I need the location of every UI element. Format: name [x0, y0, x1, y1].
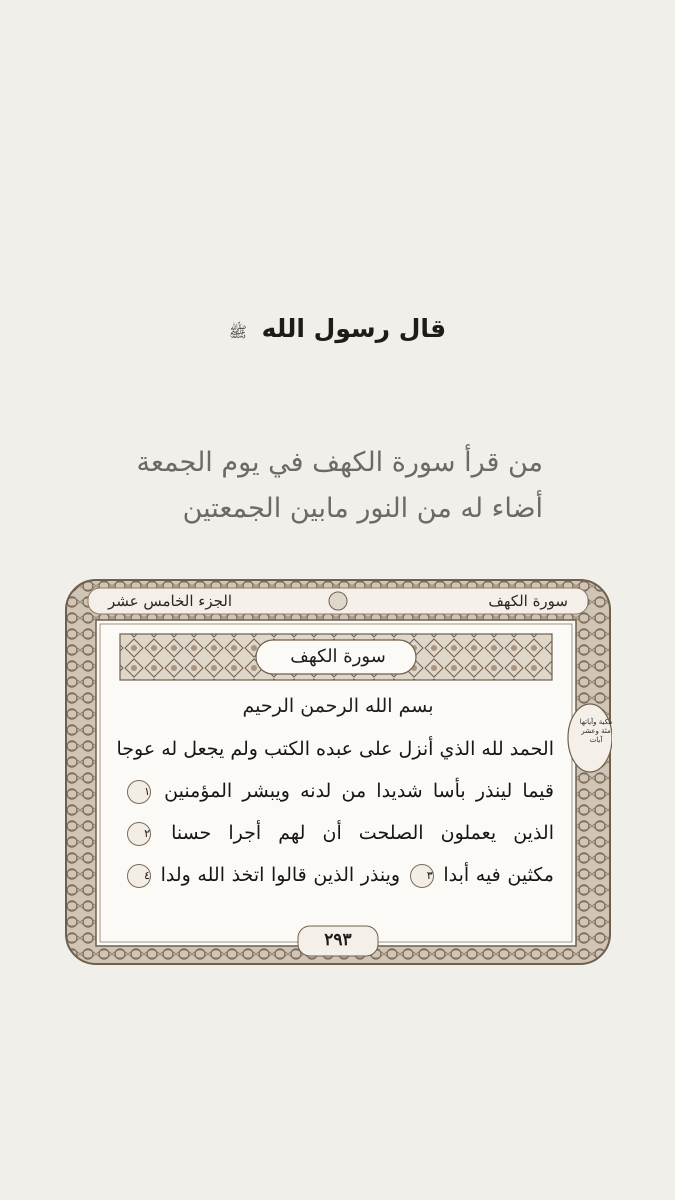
- verse-block: [116, 728, 554, 896]
- ayah-number-marker: ٣: [410, 864, 434, 888]
- hadith-line-1: من قرأ سورة الكهف في يوم الجمعة: [136, 447, 543, 478]
- verse-line-text: مكثين فيه أبدا: [443, 864, 554, 886]
- verse-line-3: [124, 812, 554, 854]
- page-number: ٢٩٣: [324, 930, 352, 950]
- ayah-number-marker: ٢: [127, 822, 151, 846]
- ayah-number-marker: ٤: [127, 864, 151, 888]
- verse-line-2: [124, 770, 554, 812]
- verse-line-4: [124, 854, 554, 896]
- surah-header-label: سورة الكهف: [488, 592, 568, 610]
- verse-line-text: قيما لينذر بأسا شديدا من لدنه ويبشر المؤمنين: [164, 780, 554, 802]
- ayah-number-marker: ١: [127, 780, 151, 804]
- hadith-heading: [0, 314, 675, 345]
- basmala: بسم الله الرحمن الرحيم: [242, 695, 434, 717]
- mushaf-page: [64, 578, 612, 966]
- revelation-side-label: مكية وآياتها مئة وعشر آيات: [579, 718, 613, 744]
- verse-line-1: [116, 728, 554, 770]
- honorific-glyph: ﷺ: [228, 323, 247, 341]
- verse-line-text: الحمد لله الذي أنزل على عبده الكتب ولم يجعل له عوجا: [116, 738, 554, 760]
- heading-text: قال رسول الله: [261, 314, 447, 343]
- verse-line-text: الذين يعملون الصلحت أن لهم أجرا حسنا: [171, 822, 554, 844]
- hadith-text: [103, 440, 543, 532]
- hadith-line-2: أضاء له من النور مابين الجمعتين: [182, 493, 543, 524]
- verse-line-text-2: وينذر الذين قالوا اتخذ الله ولدا: [160, 864, 401, 886]
- juz-header-label: الجزء الخامس عشر: [108, 592, 233, 610]
- surah-title: سورة الكهف: [290, 646, 386, 667]
